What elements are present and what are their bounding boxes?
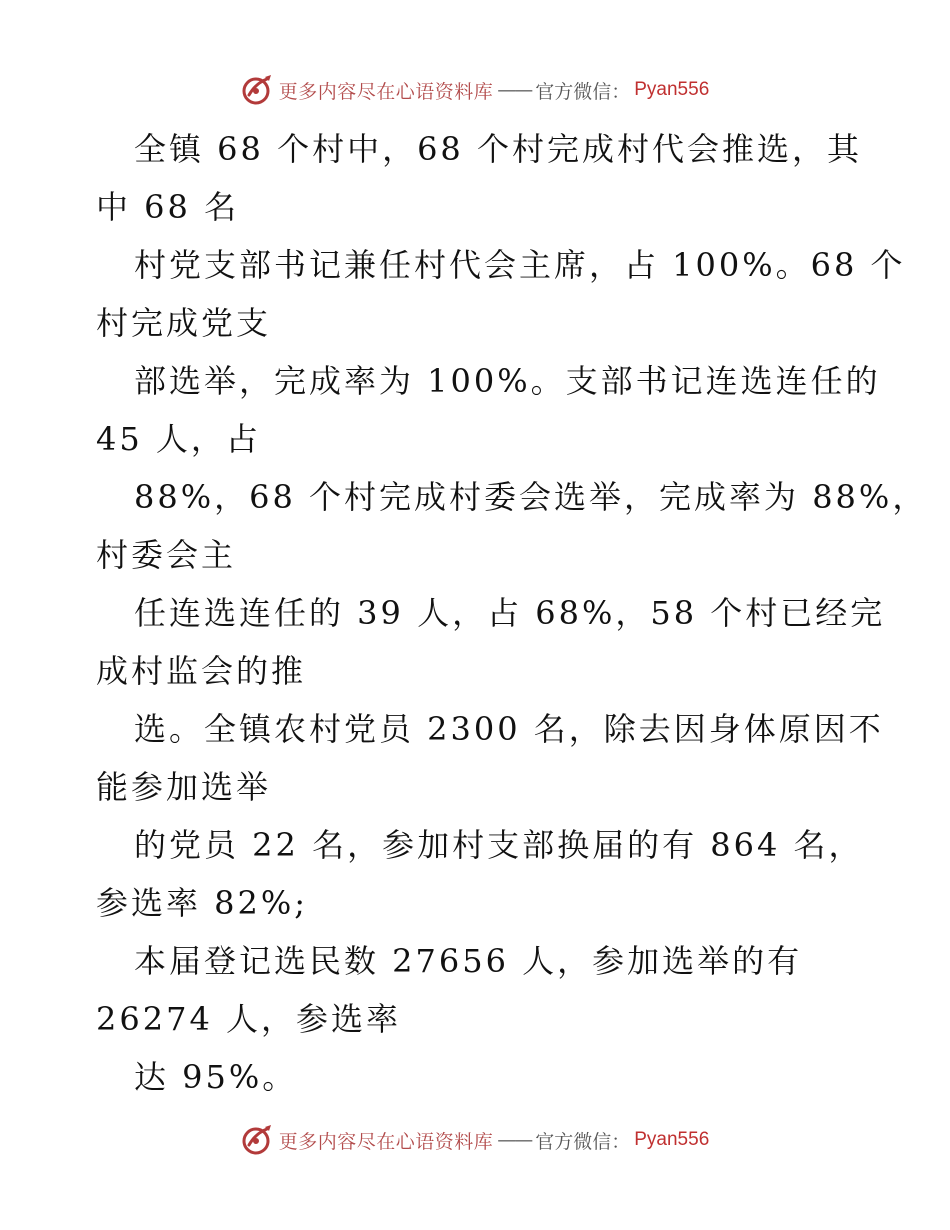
footer-slogan: 更多内容尽在心语资料库 bbox=[278, 1130, 494, 1153]
header-account: Pyan556 bbox=[634, 79, 710, 100]
footer-account: Pyan556 bbox=[634, 1129, 710, 1150]
body-line: 中 68 名 bbox=[96, 188, 240, 226]
header-slogan: 更多内容尽在心语资料库 bbox=[278, 80, 494, 103]
body-line: 村委会主 bbox=[96, 536, 237, 574]
body-line: 的党员 22 名，参加村支部换届的有 864 名， bbox=[134, 826, 864, 864]
footer-contact-label: 官方微信： bbox=[535, 1130, 631, 1153]
body-line: 成村监会的推 bbox=[96, 652, 307, 690]
body-line: 选。全镇农村党员 2300 名，除去因身体原因不 bbox=[134, 710, 884, 748]
body-line: 达 95%。 bbox=[134, 1058, 298, 1096]
body-line: 村完成党支 bbox=[96, 304, 272, 342]
body-line: 村党支部书记兼任村代会主席，占 100%。68 个 bbox=[134, 246, 906, 284]
footer-dash: —— bbox=[497, 1129, 532, 1151]
brush-pen-logo-icon bbox=[241, 1123, 275, 1157]
brush-pen-logo-icon bbox=[241, 73, 275, 107]
body-line: 45 人，占 bbox=[96, 420, 261, 458]
body-line: 任连选连任的 39 人，占 68%，58 个村已经完 bbox=[134, 594, 886, 632]
header-contact-label: 官方微信： bbox=[535, 80, 631, 103]
body-line: 参选率 82%; bbox=[96, 884, 309, 922]
body-line: 能参加选举 bbox=[96, 768, 272, 806]
header-banner bbox=[0, 72, 950, 108]
body-line: 全镇 68 个村中，68 个村完成村代会推选，其 bbox=[134, 130, 862, 168]
body-line: 88%，68 个村完成村委会选举，完成率为 88%， bbox=[134, 478, 928, 516]
footer-banner bbox=[0, 1122, 950, 1158]
body-line: 部选举，完成率为 100%。支部书记连选连任的 bbox=[134, 362, 881, 400]
body-line: 26274 人，参选率 bbox=[96, 1000, 401, 1038]
header-dash: —— bbox=[497, 79, 532, 101]
body-line: 本届登记选民数 27656 人，参加选举的有 bbox=[134, 942, 803, 980]
